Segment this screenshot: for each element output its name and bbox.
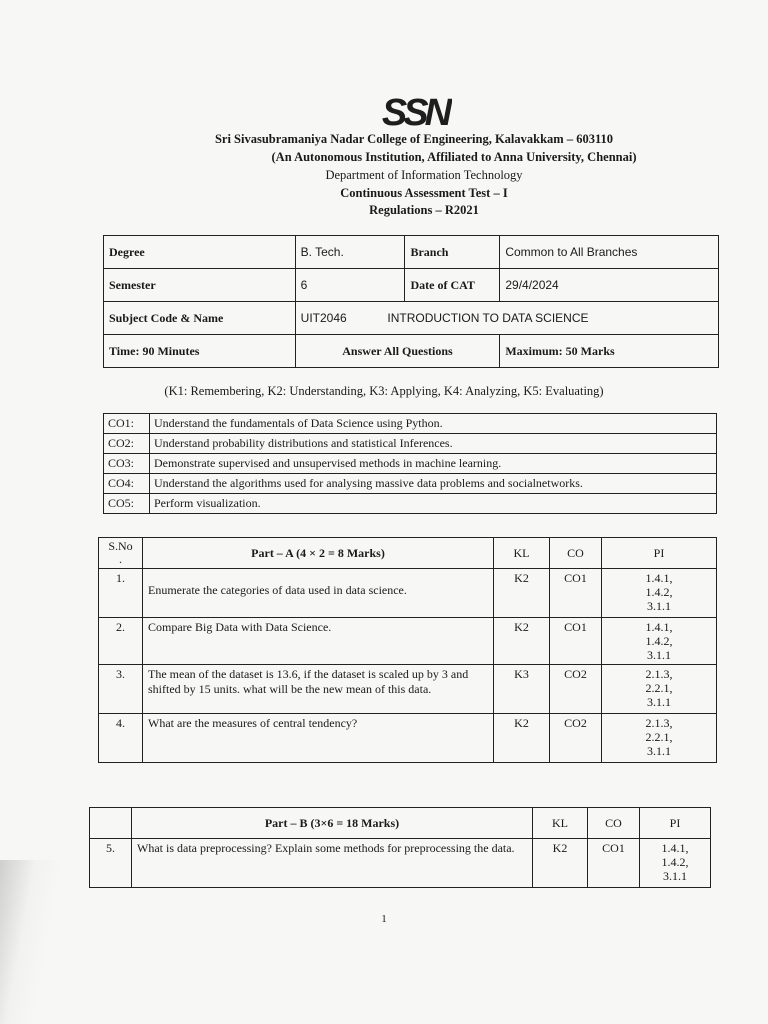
knowledge-levels: (K1: Remembering, K2: Understanding, K3: Applying, K4: Analyzing, K5: Evaluating)	[164, 384, 604, 398]
co-text: Understand the fundamentals of Data Science using Python.	[150, 414, 717, 434]
question-co: CO1	[550, 569, 602, 618]
pi-value: 1.4.1,	[645, 620, 673, 634]
question-co: CO1	[550, 618, 602, 665]
subject-cell	[295, 302, 718, 335]
co-row	[104, 474, 717, 494]
part-a-table	[98, 537, 717, 763]
regulations: Regulations – R2021	[369, 203, 479, 217]
sno-header-text: S.No	[108, 539, 133, 553]
part-b-title: Part – B (3×6 = 18 Marks)	[132, 808, 533, 839]
pi-value: 2.1.3,	[645, 716, 673, 730]
question-pi	[602, 569, 717, 618]
question-row	[99, 665, 717, 714]
co-row	[104, 494, 717, 514]
scan-shadow	[0, 860, 60, 1024]
pi-header-b: PI	[640, 808, 711, 839]
page-number: 1	[381, 913, 387, 925]
question-pi	[640, 839, 711, 888]
pi-value: 2.2.1,	[645, 730, 673, 744]
logo-text: SSN	[381, 92, 449, 132]
department: Department of Information Technology	[325, 168, 523, 182]
pi-value: 1.4.2,	[645, 634, 673, 648]
answer-all: Answer All Questions	[295, 335, 500, 368]
question-pi	[602, 618, 717, 665]
degree-label: Degree	[104, 236, 296, 269]
co-text: Understand the algorithms used for analysing massive data problems and socialnetworks.	[150, 474, 717, 494]
pi-value: 2.1.3,	[645, 667, 673, 681]
pi-value: 1.4.2,	[661, 855, 689, 869]
sno-header-b	[90, 808, 132, 839]
date-value: 29/4/2024	[500, 269, 719, 302]
question-row	[99, 618, 717, 665]
part-a-title: Part – A (4 × 2 = 8 Marks)	[143, 538, 494, 569]
co-id: CO5:	[104, 494, 150, 514]
question-row	[99, 714, 717, 763]
co-id: CO3:	[104, 454, 150, 474]
part-b-table	[89, 807, 711, 888]
question-kl: K3	[494, 665, 550, 714]
co-text: Understand probability distributions and statistical Inferences.	[150, 434, 717, 454]
college-name: Sri Sivasubramaniya Nadar College of Engineering, Kalavakkam – 603110	[214, 132, 614, 146]
course-outcomes-table	[103, 413, 717, 514]
question-number: 1.	[99, 569, 143, 618]
question-pi	[602, 714, 717, 763]
co-row	[104, 454, 717, 474]
pi-value: 3.1.1	[647, 599, 671, 613]
branch-value: Common to All Branches	[500, 236, 719, 269]
pi-value: 1.4.1,	[645, 571, 673, 585]
pi-header: PI	[602, 538, 717, 569]
subject-name: INTRODUCTION TO DATA SCIENCE	[387, 311, 589, 325]
degree-value: B. Tech.	[295, 236, 405, 269]
sno-header-dot: .	[119, 552, 122, 566]
question-number: 5.	[90, 839, 132, 888]
question-co: CO2	[550, 665, 602, 714]
question-number: 2.	[99, 618, 143, 665]
co-id: CO4:	[104, 474, 150, 494]
pi-value: 3.1.1	[647, 744, 671, 758]
question-text: What is data preprocessing? Explain some methods for preprocessing the data.	[132, 839, 533, 888]
pi-value: 1.4.1,	[661, 841, 689, 855]
co-row	[104, 434, 717, 454]
affiliation: (An Autonomous Institution, Affiliated to Anna University, Chennai)	[271, 150, 637, 164]
subject-label: Subject Code & Name	[104, 302, 296, 335]
ssn-logo	[378, 92, 452, 132]
sno-header	[99, 538, 143, 569]
maximum-marks: Maximum: 50 Marks	[500, 335, 719, 368]
branch-label: Branch	[405, 236, 500, 269]
question-co: CO2	[550, 714, 602, 763]
question-text: The mean of the dataset is 13.6, if the dataset is scaled up by 3 and shifted by 15 units. what will be the new mean of this data.	[143, 665, 494, 714]
co-id: CO1:	[104, 414, 150, 434]
co-text: Perform visualization.	[150, 494, 717, 514]
question-text: What are the measures of central tendency?	[143, 714, 494, 763]
question-kl: K2	[533, 839, 588, 888]
question-kl: K2	[494, 714, 550, 763]
question-number: 3.	[99, 665, 143, 714]
subject-code: UIT2046	[300, 311, 347, 325]
co-text: Demonstrate supervised and unsupervised methods in machine learning.	[150, 454, 717, 474]
question-pi	[602, 665, 717, 714]
kl-header-b: KL	[533, 808, 588, 839]
question-row	[99, 569, 717, 618]
question-row	[90, 839, 711, 888]
co-row	[104, 414, 717, 434]
date-label: Date of CAT	[405, 269, 500, 302]
co-header: CO	[550, 538, 602, 569]
time-label: Time: 90 Minutes	[104, 335, 296, 368]
pi-value: 2.2.1,	[645, 681, 673, 695]
pi-value: 1.4.2,	[645, 585, 673, 599]
pi-value: 3.1.1	[647, 695, 671, 709]
exam-info-table	[103, 235, 719, 368]
test-name: Continuous Assessment Test – I	[340, 186, 508, 200]
question-text: Compare Big Data with Data Science.	[143, 618, 494, 665]
semester-label: Semester	[104, 269, 296, 302]
question-number: 4.	[99, 714, 143, 763]
co-header-b: CO	[588, 808, 640, 839]
semester-value: 6	[295, 269, 405, 302]
co-id: CO2:	[104, 434, 150, 454]
question-co: CO1	[588, 839, 640, 888]
pi-value: 3.1.1	[663, 869, 687, 883]
question-kl: K2	[494, 569, 550, 618]
question-text: Enumerate the categories of data used in data science.	[143, 569, 494, 618]
kl-header: KL	[494, 538, 550, 569]
question-kl: K2	[494, 618, 550, 665]
pi-value: 3.1.1	[647, 648, 671, 662]
